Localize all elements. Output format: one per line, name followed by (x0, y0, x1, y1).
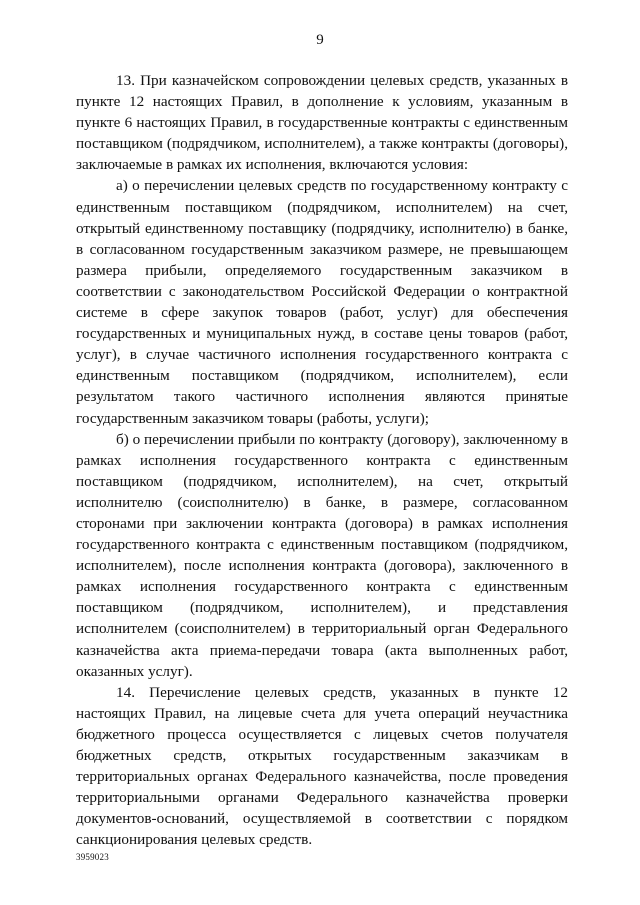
paragraph-13-a: а) о перечислении целевых средств по государственному контракту с единственным поставщиком (подрядчиком, исполнителем) на счет, открытый единственному поставщику (подрядчику, исполнителю) в банке, в согласованном государственным заказчиком размере, не превышающем размера прибыли, определяемого государственным заказчиком в соответствии с законодательством Российской Федерации о контрактной системе в сфере закупок товаров (работ, услуг) для обеспечения государственных и муниципальных нужд, в составе цены товаров (работ, услуг), в случае частичного исполнения государственного контракта с единственным поставщиком (подрядчиком, исполнителем), если результатом такого частичного исполнения являются принятые государственным заказчиком товары (работы, услуги); (76, 177, 568, 427)
document-code: 3959023 (76, 852, 109, 862)
document-body (76, 70, 568, 850)
paragraph-14: 14. Перечисление целевых средств, указанных в пункте 12 настоящих Правил, на лицевые счета для учета операций неучастника бюджетного процесса осуществляется с лицевых счетов получателя бюджетных средств, открытых государственным заказчикам в территориальных органах Федерального казначейства, после проведения территориальными органами Федерального казначейства проверки документов-оснований, осуществляемой в соответствии с порядком санкционирования целевых средств. (76, 683, 568, 849)
paragraph-13: 13. При казначейском сопровождении целевых средств, указанных в пункте 12 настоящих Правил, в дополнение к условиям, указанным в пункте 6 настоящих Правил, в государственные контракты с единственным поставщиком (подрядчиком, исполнителем), а также контракты (договоры), заключаемые в рамках их исполнения, включаются условия: (76, 72, 568, 174)
page-number: 9 (316, 32, 324, 48)
paragraph-13-b: б) о перечислении прибыли по контракту (договору), заключенному в рамках исполнения государственного контракта с единственным поставщиком (подрядчиком, исполнителем), на счет, открытый исполнителю (соисполнителю) в банке, в размере, согласованном сторонами при заключении контракта (договора) в рамках исполнения государственного контракта с единственным поставщиком (подрядчиком, исполнителем), после исполнения контракта (договора), заключенного в рамках исполнения государственного контракта с единственным поставщиком (подрядчиком, исполнителем), и представления исполнителем (соисполнителем) в территориальный орган Федерального казначейства акта приема-передачи товара (акта выполненных работ, оказанных услуг). (76, 430, 568, 680)
